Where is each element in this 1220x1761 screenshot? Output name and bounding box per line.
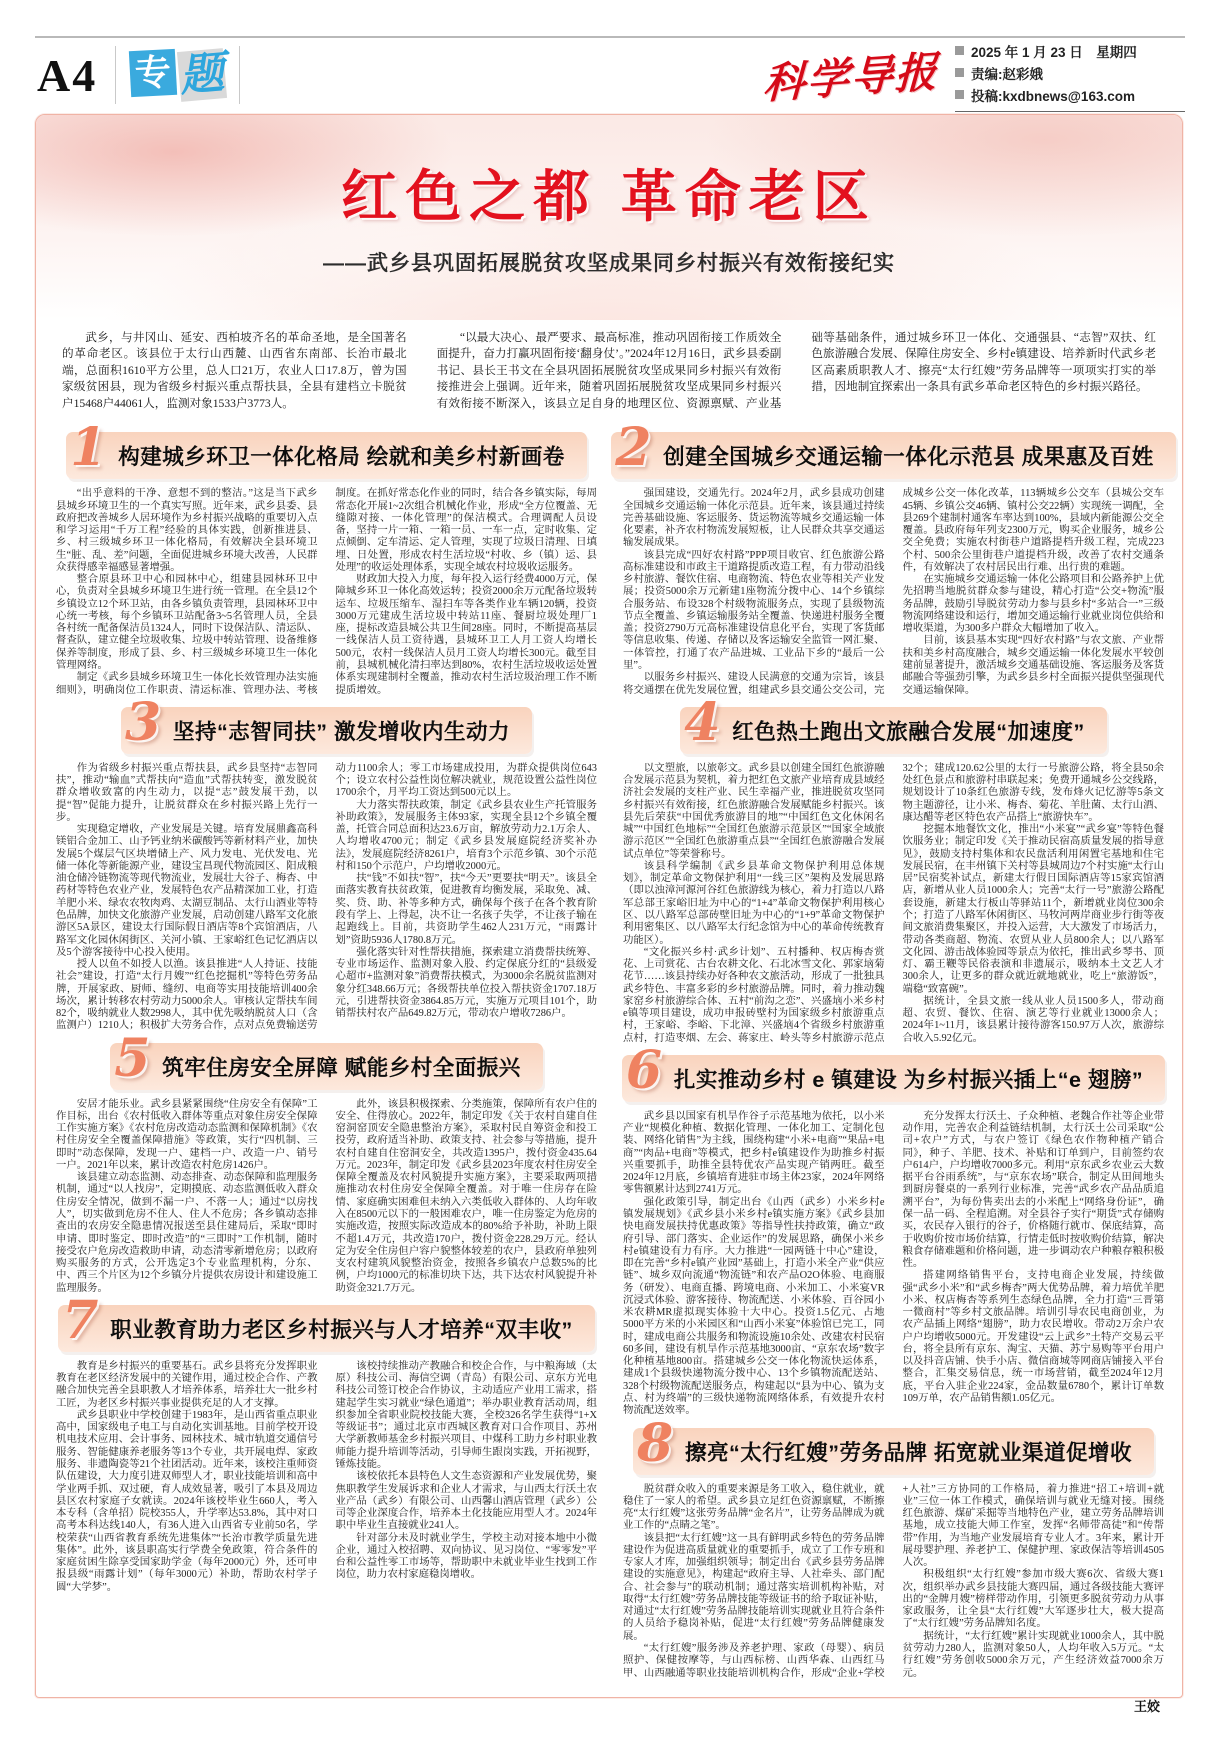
section-headline: [623, 691, 1164, 754]
article-section-7: [56, 1289, 597, 1594]
body-paragraph: 财政加大投入力度，每年投入运行经费4000万元，保障城乡环卫一体化高效运转；投资2000余万元配备垃圾转运车、垃圾压缩车、湿扫车等各类作业车辆120辆，投资3000万元建成生活垃圾中转站11座、餐厨垃圾处理厂1座，提标改造县城公共卫生间28座。同时，不断提高基层一线保洁人员工资待遇，县城环卫工人月工资人均增长500元，农村一线保洁人员月工资人均增长300元。截至目前，县城机械化清扫率达到80%，农村生活垃圾收运处置体系实现建制村全覆盖，推动农村生活垃圾治理工作不断提质增效。: [335, 574, 597, 696]
section-title: 擦亮“太行红嫂”劳务品牌 拓宽就业渠道促增收: [685, 1440, 1132, 1465]
section-body: [623, 1484, 1164, 1680]
body-paragraph: 该县科学编制《武乡县革命文物保护利用总体规划》，制定革命文物保护利用“一线三区”架构及发展思路（即以浊漳河源河谷红色旅游线为核心，着力打造以八路军总部王家峪旧址为中心的“1+4”革命文物保护利用核心区、以八路军总部砖壁旧址为中心的“1+9”革命文物保护利用密集区、以八路军太行纪念馆为中心的革命传统教育功能区）。: [623, 860, 885, 946]
article-section-5: [56, 1027, 597, 1295]
content-frame: [35, 114, 1183, 1714]
body-paragraph: 脱贫群众收入的重要来源是务工收入，稳住就业，就稳住了一家人的希望。武乡县立足红色资源禀赋，不断擦亮“太行红嫂”这张劳务品牌“金名片”，让劳务品牌成为就业工作的“点睛之笔”。: [623, 1483, 885, 1532]
bullet-square-icon: [955, 68, 964, 77]
section-headline: [56, 417, 597, 479]
section-body: [56, 1361, 597, 1594]
body-paragraph: “出乎意料的干净、意想不到的整洁。”这是当下武乡县城乡环境卫生的一个真实写照。近年来，武乡县委、县政府把改善城乡人居环境作为乡村振兴战略的重要切入点和学习运用“千万工程”经验的具体实践，创新推进县、乡、村三级城乡环卫一体化格局，有效解决全县环境卫生“脏、乱、差”问题，全面促进城乡环境大改善，人民群众获得感幸福感显著增强。: [56, 488, 318, 573]
body-paragraph: 大力落实帮扶政策，制定《武乡县农业生产托管服务补助政策》，发展服务主体93家，实现全县12个乡镇全覆盖，托管合同总面积达23.6万亩，解放劳动力2.1万余人、人均增收4700元；制定《武乡县发展庭院经济奖补办法》，发展庭院经济8261户，培育3个示范乡镇、30个示范村和150个示范户，户均增收2000元。: [335, 799, 597, 872]
section-number: 5: [114, 1027, 151, 1089]
submission-line: [955, 85, 1185, 105]
body-paragraph: 实现稳定增收，产业发展是关键。培育发展鼎鑫高科镁铝合金加工、山予钙业纳米碳酸钙等新材料产业，加快发展5个煤层气区块增储上产、风力发电、光伏发电、光储一体化等新能源产业，建设宝昌现代物流园区、阳成粮油仓储冷链物流等现代物流业，发展壮大谷子、梅杏、中药材等特色农业产业，发展特色农产品精深加工业，打造羊肥小米、绿农农牧肉鸡、太湖豆制品、太行山酒业等特色品牌，加快文化旅游产业发展，启动创建八路军文化旅游区5A景区，建设太行国际假日酒店等8个宾馆酒店，八路军文化园休闲街区、关河小镇、王家峪红色记忆酒店以及5个游客接待中心投入使用。: [56, 824, 318, 958]
body-paragraph: 强化落实针对性帮扶措施，探索建立消费帮扶统筹、专业市场运作、监测对象入股、约定保底分红的“县级爱心超市+监测对象”消费帮扶模式，为3000余名脱贫监测对象分红348.66万元；各级帮扶单位投入帮扶资金1707.18万元，引进帮扶资金3864.85万元，实施万元项目101个，助销帮扶村农产品649.82万元，带动农户增收7286户。: [335, 946, 597, 1020]
section-headline: [56, 691, 597, 754]
article-section-8: [623, 1412, 1164, 1680]
section-number: 8: [637, 1412, 674, 1474]
editor-line: [955, 63, 1185, 83]
body-paragraph: 目前，该县基本实现“四好农村路”与农文旅、产业帮扶和美乡村高度融合，城乡交通运输一体化发展水平较创建前显著提升，激活城乡交通基础设施、客运服务及客货邮融合等强劲引擎，为武乡县乡村全面振兴提供坚强现代交通运输保障。: [902, 635, 1164, 696]
body-paragraph: “文化振兴乡村·武乡计划”、五村播种、权店梅杏赏花、上司赏花、古台农耕文化、石北冰雪文化、郭家垴菊花节……该县持续办好各种农文旅活动，形成了一批独具武乡特色、丰富多彩的乡村旅游品牌。同时，着力推动魏家窑乡村旅游综合体、五村“前沟之恋”、兴盛垴小米乡村e镇等项目建设，成功申报砖壁村为国家级乡村旅游重点村，王家峪、李峪、下北漳、兴盛垴4个省级乡村旅游重点村，打造枣烟、左会、蒋家庄、岭头等乡村旅游示范点32个；建成120.62公里的太行一号旅游公路，将全县50余处红色景点和旅游村串联起来；免费开通城乡公交线路，规划设计了10条红色旅游专线，发布烽火记忆游等5条文物主题游径，让小米、梅杏、菊花、羊肚菌、太行山酒、康达醋等老区特色农产品搭上“旅游快车”。: [623, 762, 1164, 1044]
bullet-square-icon: [955, 90, 964, 99]
body-paragraph: 搭建网络销售平台，支持电商企业发展，持续做强“武乡小米”和“武乡梅杏”两大优势品牌，着力培优羊肥小米、权店梅杏等系列生态绿色品牌，全力打造“三晋第一微商村”等乡村文旅品牌。培训引导农民电商创业，为农产品插上网络“翅膀”，助力农民增收。带动2万余户农户户均增收5000元。开发建设“云上武乡”土特产交易云平台，将全县所有京东、淘宝、天猫、苏宁易购等平台用户以及抖音店铺、快手小店、微信商城等网商店铺接入平台整合，汇集交易信息，统一市场营销，截至2024年12月底，平台入驻企业224家，金品数量6780个，累计订单数109万单，农产品销售额1.05亿元。: [902, 1270, 1164, 1404]
article-section-1: [56, 417, 597, 697]
body-paragraph: “太行红嫂”服务涉及养老护理、家政（母婴）、病员照护、保健按摩等，与山西标榜、山西华森、山西红马甲、山西融通等职业技能培训机构合作，形成“企业+学校+人社”三方协同的工作格局，着力推进“招工+培训+就业”三位一体工作模式，确保培训与就业无缝对接。围绕红色旅游、煤矿采掘等当地特色产业，建立劳务品牌培训基地，成立技能大师工作室，发挥“名师带高徒”和“传帮带”作用，为当地产业发展培育专业人才。3年来，累计开展母婴护理、养老护工、保健护理、家政保洁等培训4505人次。: [623, 1483, 1164, 1679]
body-paragraph: 此外，该县积极探索、分类施策，保障所有农户住的安全、住得放心。2022年，制定印发《关于农村自建自住窑洞窑顶安全隐患整治方案》，采取村民自筹资金和投工投劳，政府适当补助、政策支持、社会参与等措施，提升农村自建自住窑洞安全，共改造1395户，拨付资金435.64万元。2023年，制定印发《武乡县2023年度农村住房安全保障全覆盖及农村风貌提升实施方案》，主要采取两项措施推动农村住房安全保障全覆盖。对于唯一住房存在险情、家庭确实困难但未纳入六类低收入群体的、人均年收入在8500元以下的一般困难农户，唯一住房鉴定为危房的实施改造，按照实际改造成本的80%给予补助，补助上限不超1.4万元，共改造170户，拨付资金228.29万元。经认定为安全住房但户容户貌整体较差的农户，县政府单独列支农村建筑风貌整治资金，按照各乡镇农户总数5%的比例，户均1000元的标准切块下达，共下达农村风貌提升补助资金321.7万元。: [335, 1098, 597, 1294]
section-headline: [623, 1412, 1164, 1475]
section-topic-logo: [116, 47, 239, 102]
bullet-square-icon: [955, 46, 964, 55]
section-body: [623, 763, 1164, 1045]
section-title: 红色热土跑出文旅融合发展“加速度”: [732, 719, 1085, 744]
body-paragraph: 制定《武乡县城乡环境卫生一体化长效管理办法实施细则》，明确岗位工作职责、清运标准、管理办法、考核制度。在抓好常态化作业的同时，结合各乡镇实际，每周常态化开展1~2次组合机械化作业，形成“全方位覆盖、无缝隙对接、一体化管理”的保洁模式。合理调配人员设备，坚持一片一箱、一箱一员、一车一点，定时收集、定点倾倒、定车清运、定人管理，实现了垃圾日清理、日填埋、日处置，形成农村生活垃圾“村收、乡（镇）运、县处理”的收运处理体系，实现全域农村垃圾收运服务。: [56, 488, 597, 696]
page-title: 红色之都 革命老区: [341, 165, 877, 228]
section-title: 职业教育助力老区乡村振兴与人才培养“双丰收”: [110, 1317, 573, 1342]
body-paragraph: 该县建立动态监测、动态排查、动态保障和监理服务机制，通过“以人找房”，定期摸底、动态监测低收入群众住房安全情况，做到不漏一户、不落一人；通过“以房找人”，切实做到危房不住人、住人不危房；各乡镇动态排查出的农房安全隐患情况报送至县住建局后，采取“即时申请、即时鉴定、即时改造”的“三即时”工作机制，随时接受农户危房改造救助申请，动态清零新增危房；以政府购买服务的方式，公开选定3个专业监理机构，分东、中、西三个片区为12个乡镇分片提供农房设计和建设施工监理服务。: [56, 1172, 318, 1294]
section-title: 筑牢住房安全屏障 赋能乡村全面振兴: [162, 1055, 521, 1080]
section-number: 7: [62, 1289, 99, 1351]
date-text: 2025 年 1 月 23 日 星期四: [971, 44, 1137, 60]
body-paragraph: 强化政策引导，制定出台《山西（武乡）小米乡村e镇发展规划》《武乡县小米乡村e镇实施方案》《武乡县加快电商发展扶持优惠政策》等指导性扶持政策，确立“政府引导、部门落实、企业运作”的发展思路，确保小米乡村e镇建设有力有序。大力推进“一园两链十中心”建设，即在完善“乡村e镇产业园”基础上，打造小米全产业“供应链”、城乡双向流通“物流链”和农产品O2O体验、电商服务（研发）、电商直播、跨境电商、小米加工、小米宴VR沉浸式体验、游客接待、物流配送、小米体验、百谷园小米农耕MR虚拟现实体验十大中心。投资1.5亿元、占地5000平方米的小米园区和“山西小米宴”体验馆已完工，同时，建成电商公共服务和物流设施10余处、改建农村民宿60多间，建设有机旱作示范基地3000亩、“京东农场”数字化种植基地800亩。搭建城乡公交一体化物流快运体系，建成1个县级快递物流分拨中心、13个乡镇物流配送站、328个村级物流配送服务点，构建起以“县为中心、镇为支点、村为终端”的三级快递物流网络体系，有效提升农村物流配送效率。: [623, 1196, 885, 1417]
author-byline: 王姣: [1133, 1698, 1160, 1714]
body-paragraph: 作为省级乡村振兴重点帮扶县，武乡县坚持“志智同扶”，推动“输血”式帮扶向“造血”式帮扶转变，激发脱贫群众增收致富的内生动力，以提“志”鼓发展干劲，以提“智”促能力提升，让脱贫群众在乡村振兴路上先行一步。: [56, 762, 318, 823]
section-body: [623, 488, 1164, 697]
section-headline: [615, 417, 1164, 479]
topic-logo-char-icon: 题: [178, 47, 227, 102]
article-section-6: [623, 1039, 1164, 1418]
date-line: [955, 41, 1185, 61]
right-column: [615, 417, 1164, 1715]
body-paragraph: 安居才能乐业。武乡县紧紧围绕“住房安全有保障”工作目标，出台《农村低收入群体等重点对象住房安全保障工作实施方案》《农村危房改造动态监测和保障机制》《农村住房安全全覆盖保障措施》等政策，实行“四机制、三即时”动态保障，发现一户、建档一户、改造一户、销号一户。2021年以来，累计改造农村危房1426户。: [56, 1098, 318, 1171]
section-headline: [623, 1039, 1164, 1102]
page-subtitle: ——武乡县巩固拓展脱贫攻坚成果同乡村振兴有效衔接纪实: [323, 252, 895, 275]
publication-info: [955, 39, 1185, 112]
body-paragraph: 以服务乡村振兴、建设人民满意的交通为宗旨，该县将交通摆在优先发展位置，组建武乡县交通公交公司，完成城乡公交一体化改革，113辆城乡公交车（县城公交车45辆、乡镇公交46辆、镇村公交22辆）实现统一调配，全县269个建制村通客车率达到100%，县域内新能源公交全覆盖。县政府每年列支2300万元，购买企业服务，城乡公交全免费；实施农村街巷户道路提档升级工程，完成223个村、500余公里街巷户道提档升级，改善了农村交通条件，有效解决了农村居民出行难、出行贵的难题。: [623, 488, 1164, 696]
section-number: 6: [625, 1039, 663, 1101]
body-paragraph: 挖掘本地餐饮文化，推出“小米宴”“武乡宴”等特色餐饮服务业；制定印发《关于推动民宿高质量发展的指导意见》，鼓励支持村集体和农民盘活利用闲置宅基地和住宅发展民宿，在丰州镇下关村等县城周边7个村实施“太行山居”民宿奖补试点，新建太行假日国际酒店等15家宾馆酒店，新增从业人员1000余人；完善“太行一号”旅游公路配套设施，新建太行板山等驿站11个，新增就业岗位300余个；打造了八路军休闲街区、马牧河两岸商业步行街等夜间文旅消费集聚区，并投入运营，大大激发了市场活力，带动各类商超、物流、农贸从业人员800余人；以八路军文化园、游击战体验园等景点为依托，推出武乡琴书、顶灯、霸王鞭等民俗表演和非遗展示，吸纳本土文艺人才300余人，让更多的群众就近就地就业，吃上“旅游饭”，端稳“致富碗”。: [902, 824, 1164, 995]
body-paragraph: 该县完成“四好农村路”PPP项目收官、红色旅游公路高标准建设和市政主干道路提质改造工程，有力带动沿线乡村旅游、餐饮住宿、电商物流、特色农业等相关产业发展；投资5000余万元新建1座物流分拨中心、14个乡镇综合服务站、布设328个村级物流服务点，实现了县级物流节点全覆盖、乡镇运输服务站全覆盖、快递进村服务全覆盖；投资2790万元高标准建设信息化平台，实现了客货邮等信息收集、传递、存储以及客运输安全监管一网汇聚、一体管控，打通了农产品进城、工业品下乡的“最后一公里”。: [623, 549, 885, 671]
section-number: 2: [615, 417, 652, 479]
section-number: 4: [684, 691, 721, 753]
topic-logo-char-icon: 专: [129, 49, 177, 97]
article-columns: [36, 418, 1182, 1715]
article-section-4: [623, 691, 1164, 1045]
body-paragraph: 武乡，与井冈山、延安、西柏坡齐名的革命圣地，是全国著名的革命老区。该县位于太行山西麓、山西省东南部、长治市最北端，总面积1610平方公里，总人口21万，农业人口17.8万，曾为国家级贫困县，现为省级乡村振兴重点帮扶县，全县有建档立卡脱贫户15468户44061人，监测对象1533户3773人。: [62, 331, 407, 410]
section-body: [56, 488, 597, 697]
editor-text: 责编:赵彩娥: [971, 66, 1043, 82]
page-number: A4: [37, 49, 98, 101]
body-paragraph: 武乡县职业中学校创建于1983年，是山西省重点职业高中，国家级电子电工与自动化实训基地。目前学校开设机电技术应用、会计事务、园林技术、城市轨道交通信号服务、智能健康养老服务等13个专业，共开展电焊、家政服务、非遗陶瓷等21个社团活动。近年来，该校注重师资队伍建设，大力度引进双师型人才，职业技能培训和高中学业两手抓、双过硬，育人成效显著，吸引了本县及周边县区农村家庭子女就读。2024年该校毕业生660人，考入本专科（含单招）院校355人，升学率达53.8%，其中对口高考本科达线140人，有36人进入山西省专业前50名，学校荣获“山西省教育系统先进集体”“长治市教学质量先进集体”。此外，该县职高实行学费全免政策，符合条件的家庭贫困生除享受国家助学金（每年2000元）外，还可申报县级“雨露计划”（每年3000元）补助，帮助农村学子圆“大学梦”。: [56, 1409, 318, 1593]
left-column: [56, 417, 597, 1715]
section-number: 3: [125, 691, 162, 753]
section-headline: [56, 1289, 597, 1352]
body-paragraph: 据统计，全县文旅一线从业人员1500多人，带动商超、农贸、餐饮、住宿、演艺等行业就业13000余人；2024年1~11月，该县累计接待游客150.97万人次，旅游综合收入5.92亿元。: [902, 995, 1164, 1044]
body-paragraph: “以最大决心、最严要求、最高标准，推动巩固衔接工作质效全面提升，奋力打赢巩固衔接‘翻身仗’。”2024年12月16日，武乡县委副书记、县长王书文在全县巩固拓展脱贫攻坚成果同乡村振兴有效衔接推进会上强调。近年来，随着巩固拓展脱贫攻坚成果同乡村振兴有效衔接不断深入，该县立足自身的地理区位、资源禀赋、产业基础等基础条件，通过城乡环卫一体化、交通强县、“志智”双扶、红色旅游融合发展、保障住房安全、乡村e镇建设、培养新时代武乡老区高素质职教人才、擦亮“太行红嫂”劳务品牌等一项项实打实的举措，因地制宜探索出一条具有武乡革命老区特色的乡村振兴路径。: [436, 331, 1156, 410]
header-divider: [239, 46, 240, 104]
body-paragraph: 在实施城乡交通运输一体化公路项目和公路养护上优先招聘当地脱贫群众参与建设，精心打造“公交+物流”服务品牌，鼓励引导脱贫劳动力参与县乡村“多站合一”三级物流网络建设和运行，增加交通运输行业就业岗位供给和增收渠道，为300多户群众大幅增加了收入。: [902, 574, 1164, 635]
section-title: 坚持“志智同扶” 激发增收内生动力: [173, 719, 510, 744]
body-paragraph: 扶“钱”不如扶“智”，扶“今天”更要扶“明天”。该县全面落实教育扶贫政策，促进教育均衡发展，采取免、减、奖、贷、助、补等多种方式，确保每个孩子在各个教育阶段有学上、上得起，决不让一名孩子失学，不让孩子输在起跑线上。目前，共资助学生462人231万元，“雨露计划”资助5936人1780.8万元。: [335, 873, 597, 946]
section-headline: [56, 1027, 597, 1090]
section-number: 1: [70, 417, 107, 479]
body-paragraph: 该校持续推动产教融合和校企合作，与中粮海域（太原）科技公司、海信空调（青岛）有限公司、京东方光电科技公司签订校企合作协议，主动适应产业用工需求，搭建起学生实习就业“绿色通道”；举办职业教育活动周，组织参加全省职业院校技能大赛，全校326名学生获得“1+X等级证书”；通过北京市西城区教育对口合作项目、苏州大学新教师基金乡村振兴项目、中煤科工助力乡村职业教师能力提升培训等活动，引导师生跟岗实践，开拓视野，锤炼技能。: [335, 1360, 597, 1470]
body-paragraph: 该县把“太行红嫂”这一具有鲜明武乡特色的劳务品牌建设作为促进高质量就业的重要抓手，成立了工作专班和专家人才库，加强组织领导；制定出台《武乡县劳务品牌建设的实施意见》，构建起“政府主导、人社牵头、部门配合、社会参与”的联动机制；通过落实培训机构补贴，对取得“太行红嫂”劳务品牌技能等级证书的给予取证补贴，对通过“太行红嫂”劳务品牌技能培训实现就业且符合条件的人员给予稳岗补贴，促进“太行红嫂”劳务品牌健康发展。: [623, 1532, 885, 1642]
article-section-3: [56, 691, 597, 1033]
body-paragraph: 针对部分未及时就业学生，学校主动对接本地中小微企业，通过入校招聘、双向协议、见习岗位、“零零发”平台和公益性零工市场等，帮助职中未就业毕业生找到工作岗位，助力农村家庭稳岗增收。: [335, 1532, 597, 1581]
section-body: [623, 1111, 1164, 1418]
section-title: 创建全国城乡交通运输一体化示范县 成果惠及百姓: [663, 445, 1154, 470]
body-paragraph: 武乡县以国家有机旱作谷子示范基地为依托，以小米产业“规模化种植、数据化管理、一体化加工、定制化包装、网络化销售”为主线，围绕构建“小米+电商”“果品+电商”“肉品+电商”等模式，把乡村e镇建设作为助推乡村振兴重要抓手，助推全县特优农产品实现产销两旺。截至2024年12月底，乡镇培育进驻市场主体23家，2024年网络零售额累计达到2741万元。: [623, 1110, 885, 1196]
body-paragraph: 以文塑旅，以旅彰文。武乡县以创建全国红色旅游融合发展示范县为契机，着力把红色文旅产业培育成县域经济社会发展的支柱产业、民生幸福产业，推进脱贫攻坚同乡村振兴有效衔接，红色旅游融合发展赋能乡村振兴。该县先后荣获“中国优秀旅游目的地”“中国红色文化休闲名城”“中国红色地标”“全国红色旅游示范景区”“国家全域旅游示范区”“全国红色旅游重点县”“全国红色旅游融合发展试点单位”等荣誉称号。: [623, 762, 885, 860]
section-title: 扎实推动乡村 e 镇建设 为乡村振兴插上“e 翅膀”: [673, 1067, 1144, 1092]
section-title: 构建城乡环卫一体化格局 绘就和美乡村新画卷: [118, 445, 565, 470]
feature-banner: [36, 115, 1182, 320]
masthead-logo: 科学导报: [762, 46, 940, 109]
body-paragraph: 授人以鱼不如授人以渔。该县推进“人人持证、技能社会”建设，打造“太行月嫂”“红色挖掘机”等特色劳务品牌，开展家政、厨师、缝纫、电商等实用技能培训400余场次，累计转移农村劳动力5000余人。审核认定帮扶车间82个，吸纳就业人数2998人，其中优先吸纳脱贫人口（含监测户）1210人；积极扩大劳务合作，点对点免费输送劳动力1100余人；零工市场建成投用，为群众提供岗位643个；设立农村公益性岗位解决就业，规范设置公益性岗位1700余个，月平均工资达到500元以上。: [56, 762, 597, 1032]
header-right: [763, 39, 1185, 112]
body-paragraph: 整合原县环卫中心和园林中心，组建县园林环卫中心，负责对全县城乡环境卫生进行统一管理。在全县12个乡镇设立12个环卫站，由各乡镇负责管理，县园林环卫中心统一考核，每个乡镇环卫站配备3~5名管理人员，全县各村统一配备保洁员1324人，同时下设保洁队、清运队、督查队，建立健全垃圾收集、垃圾中转站管理、设备维修保养等制度，形成了县、乡、村三级城乡环境卫生一体化管理网络。: [56, 574, 318, 671]
body-paragraph: 该校依托本县特色人文生态资源和产业发展优势，聚焦职教学生发展诉求和企业人才需求，与山西太行沃土农业产品（武乡）有限公司、山西馨山酒店管理（武乡）公司等企业深度合作，培养本土化技能应用型人才。2024年职中毕业生直接就业241人。: [335, 1471, 597, 1532]
body-paragraph: 强国建设，交通先行。2024年2月，武乡县成功创建全国城乡交通运输一体化示范县。近年来，该县通过持续完善基础设施、客运服务、货运物流等城乡交通运输一体化要素，补齐农村物流发展短板，让人民群众共享交通运输发展成果。: [623, 488, 885, 549]
submission-text: 投稿:kxdbnews@163.com: [971, 88, 1135, 104]
body-paragraph: 教育是乡村振兴的重要基石。武乡县将充分发挥职业教育在老区经济发展中的关键作用，通过校企合作、产教融合加快完善全县职教人才培养体系，培养壮大一批乡村工匠，为老区乡村振兴事业提供充足的人才支撑。: [56, 1360, 318, 1409]
section-body: [56, 1099, 597, 1295]
body-paragraph: 据统计，“太行红嫂”累计实现就业1000余人，其中脱贫劳动力280人，监测对象50人，人均年收入5万元。“太行红嫂”劳务创收5000余万元，产生经济效益7000余万元。: [902, 1630, 1164, 1679]
body-paragraph: 积极组织“太行红嫂”参加市级大赛6次、省级大赛1次，组织举办武乡县技能大赛四届，通过各级技能大赛评出的“金牌月嫂”榜样带动作用，引领更多脱贫劳动力从事家政服务，让全县“太行红嫂”大军逐步壮大，极大提高了“太行红嫂”劳务品牌知名度。: [902, 1569, 1164, 1630]
intro-paragraphs: [36, 320, 1182, 418]
body-paragraph: 充分发挥太行沃土、子众种植、老魏合作社等企业带动作用，完善农企利益链结机制，太行沃土公司采取“公司+农户”方式，与农户签订《绿色农作物种植产销合同》，种子、羊肥、技术、补贴和订单到户，目前签约农户614户，户均增收7000多元。利用“京东武乡农业云大数据平台谷雨系统”，与“京东农场”联合，制定从田间地头到厨房餐桌的一系列行业标准，完善“武乡农产品品质追溯平台”，为每份售卖出去的小米配上“网络身份证”，确保一品一码、全程追溯。对全县谷子实行“期货”式存储购买，农民存入银行的谷子，价格随行就市、保底结算，高于收购价按市场价结算，行情走低时按收购价结算，解决粮食存储难题和价格问题，进一步调动农户种粮存粮积极性。: [902, 1110, 1164, 1270]
section-body: [56, 763, 597, 1033]
page-header: [35, 44, 1185, 109]
article-section-2: [615, 417, 1164, 697]
